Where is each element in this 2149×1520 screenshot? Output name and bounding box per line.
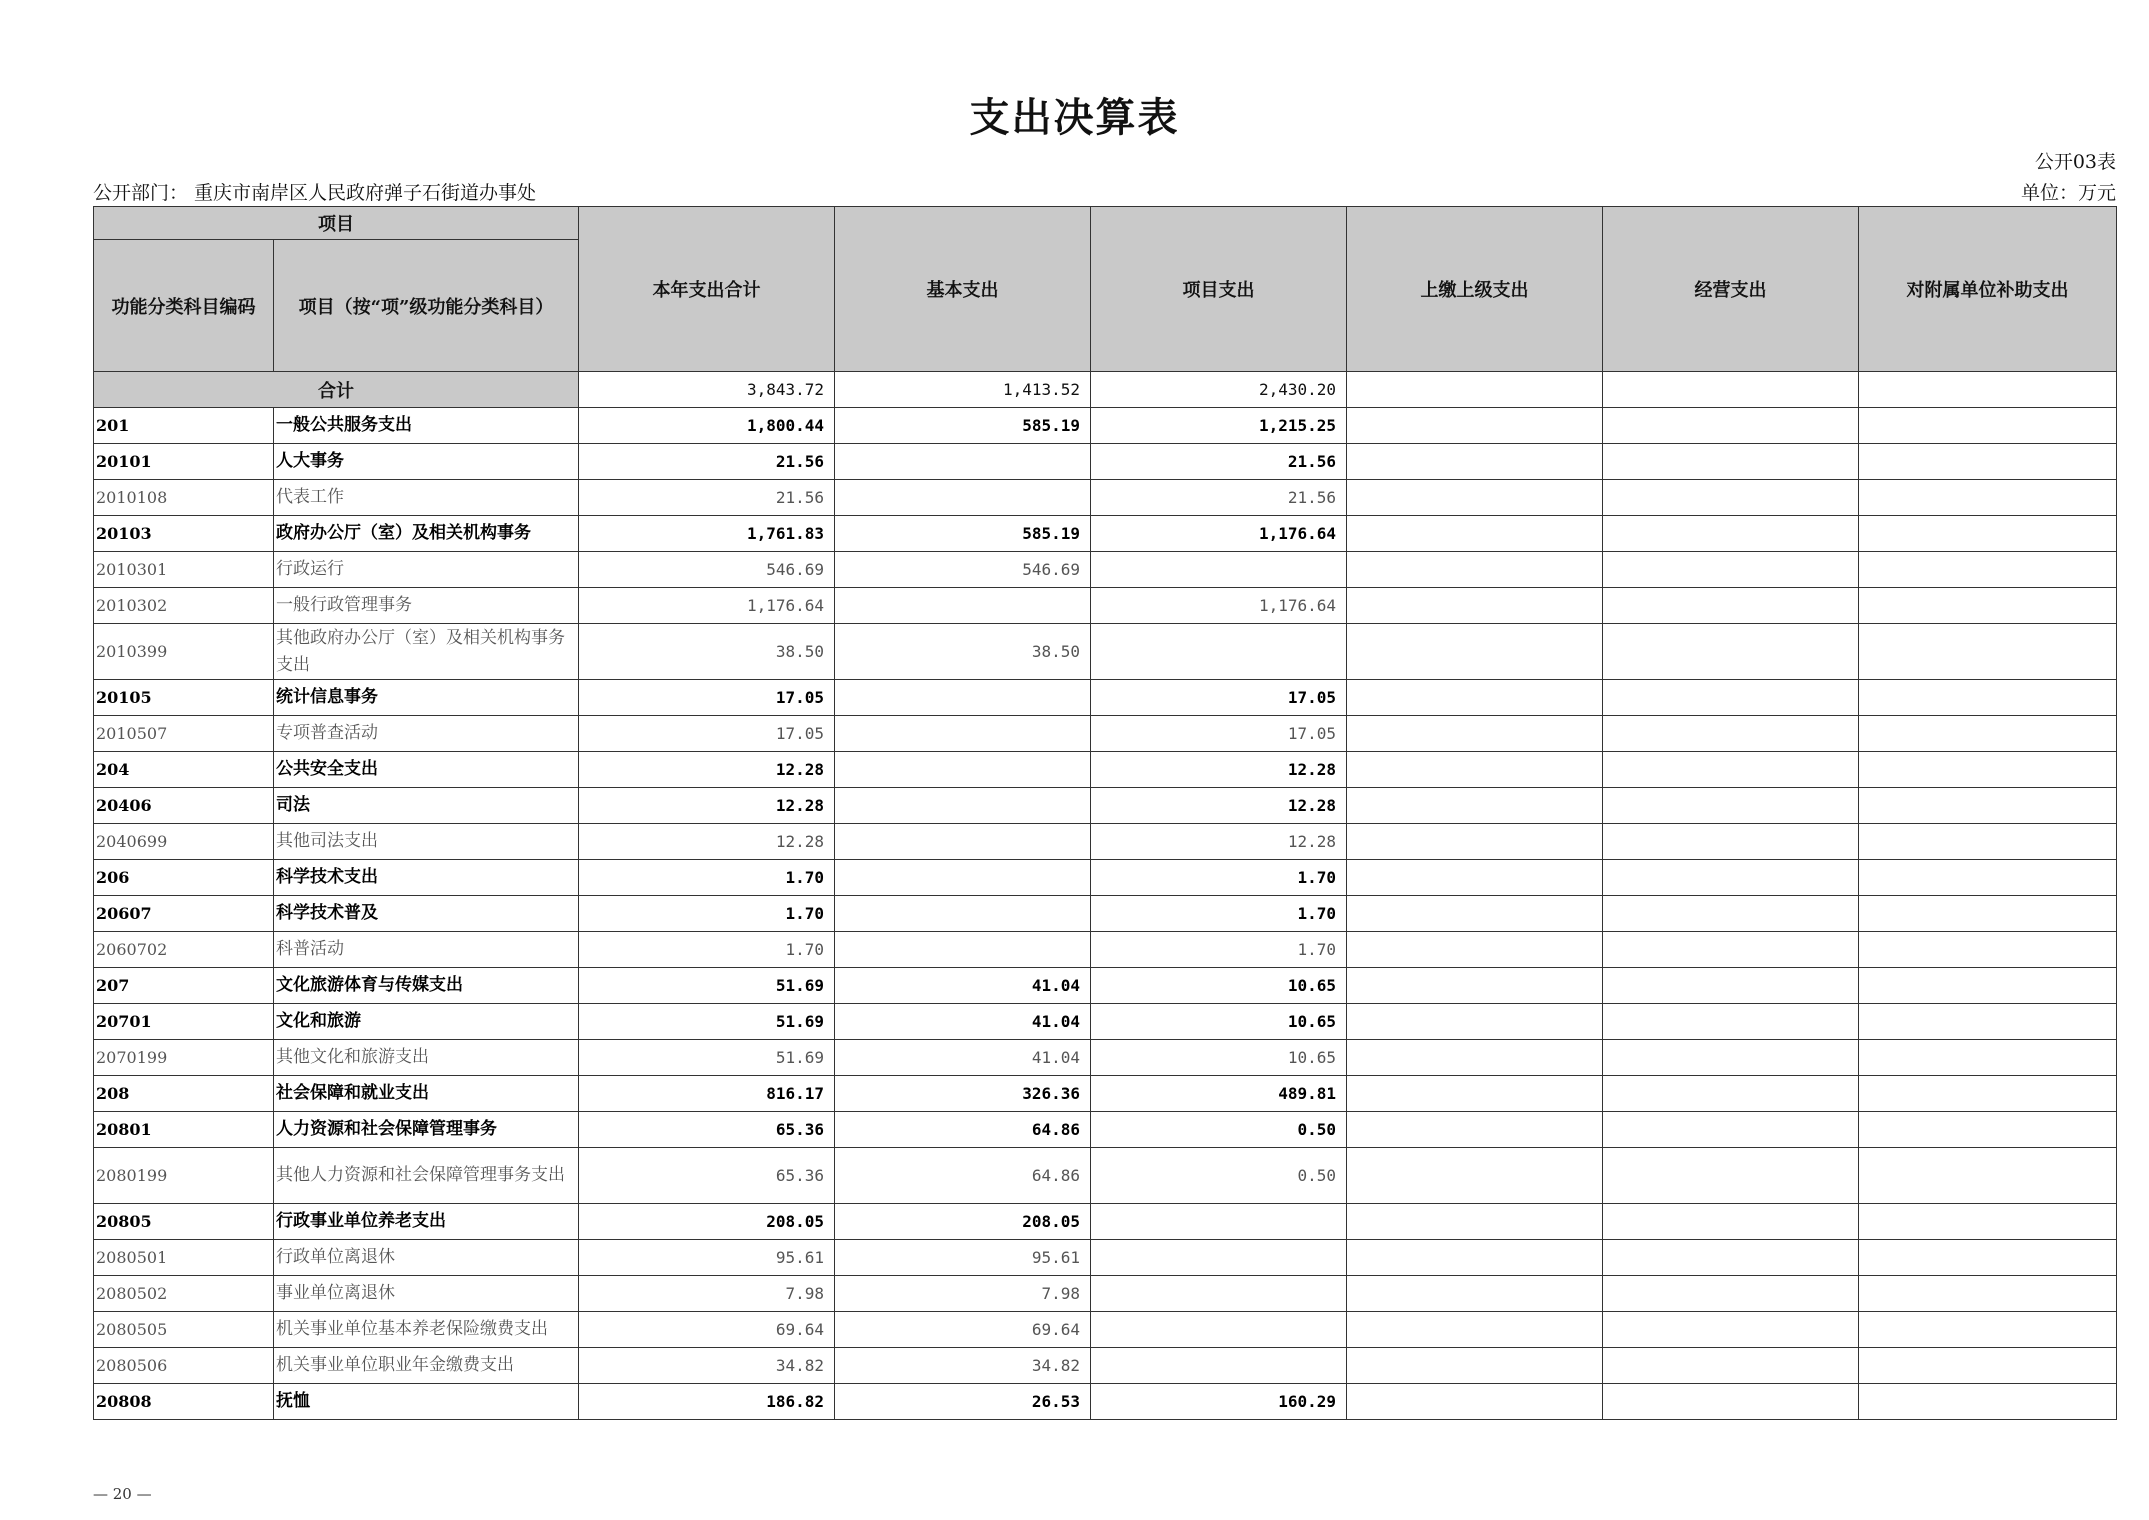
row-name: 行政事业单位养老支出 xyxy=(274,1204,579,1240)
row-basic: 34.82 xyxy=(835,1348,1091,1384)
row-name: 文化和旅游 xyxy=(274,1004,579,1040)
row-project: 1.70 xyxy=(1091,896,1347,932)
row-name: 行政运行 xyxy=(274,552,579,588)
row-total: 1,800.44 xyxy=(579,408,835,444)
row-total: 38.50 xyxy=(579,624,835,680)
row-name: 社会保障和就业支出 xyxy=(274,1076,579,1112)
row-code: 2080199 xyxy=(94,1148,274,1204)
row-project: 12.28 xyxy=(1091,824,1347,860)
row-code: 20105 xyxy=(94,680,274,716)
row-project xyxy=(1091,1312,1347,1348)
row-total: 816.17 xyxy=(579,1076,835,1112)
row-code: 2010302 xyxy=(94,588,274,624)
table-row xyxy=(94,788,2117,824)
row-basic: 208.05 xyxy=(835,1204,1091,1240)
row-code: 20607 xyxy=(94,896,274,932)
table-row xyxy=(94,860,2117,896)
table-row xyxy=(94,480,2117,516)
row-basic xyxy=(835,680,1091,716)
row-project: 10.65 xyxy=(1091,1040,1347,1076)
col-header-basic: 基本支出 xyxy=(835,207,1091,372)
row-subsidy xyxy=(1859,1076,2117,1112)
row-name: 事业单位离退休 xyxy=(274,1276,579,1312)
row-subsidy xyxy=(1859,1240,2117,1276)
row-total: 1,176.64 xyxy=(579,588,835,624)
row-project: 12.28 xyxy=(1091,752,1347,788)
row-name: 文化旅游体育与传媒支出 xyxy=(274,968,579,1004)
row-operating xyxy=(1603,1004,1859,1040)
row-operating xyxy=(1603,860,1859,896)
row-name: 其他司法支出 xyxy=(274,824,579,860)
row-subsidy xyxy=(1859,552,2117,588)
total-cell-total: 3,843.72 xyxy=(579,372,835,408)
row-project: 1.70 xyxy=(1091,932,1347,968)
row-code: 206 xyxy=(94,860,274,896)
row-operating xyxy=(1603,552,1859,588)
row-subsidy xyxy=(1859,1348,2117,1384)
row-subsidy xyxy=(1859,588,2117,624)
table-row xyxy=(94,824,2117,860)
row-superior xyxy=(1347,860,1603,896)
row-project: 10.65 xyxy=(1091,968,1347,1004)
table-row xyxy=(94,716,2117,752)
table-row xyxy=(94,680,2117,716)
row-project xyxy=(1091,1348,1347,1384)
table-row xyxy=(94,1076,2117,1112)
total-row xyxy=(94,372,2117,408)
row-subsidy xyxy=(1859,1312,2117,1348)
row-code: 2070199 xyxy=(94,1040,274,1076)
row-code: 2010507 xyxy=(94,716,274,752)
row-total: 17.05 xyxy=(579,716,835,752)
row-name: 一般行政管理事务 xyxy=(274,588,579,624)
row-project xyxy=(1091,1276,1347,1312)
row-total: 208.05 xyxy=(579,1204,835,1240)
row-subsidy xyxy=(1859,1276,2117,1312)
row-operating xyxy=(1603,788,1859,824)
table-row xyxy=(94,1240,2117,1276)
col-header-name: 项目（按“项”级功能分类科目） xyxy=(274,240,579,372)
row-code: 20101 xyxy=(94,444,274,480)
row-name: 人大事务 xyxy=(274,444,579,480)
row-operating xyxy=(1603,480,1859,516)
row-code: 20801 xyxy=(94,1112,274,1148)
row-subsidy xyxy=(1859,444,2117,480)
row-project: 0.50 xyxy=(1091,1148,1347,1204)
table-row xyxy=(94,1348,2117,1384)
row-name: 专项普查活动 xyxy=(274,716,579,752)
row-subsidy xyxy=(1859,1112,2117,1148)
row-name: 一般公共服务支出 xyxy=(274,408,579,444)
row-operating xyxy=(1603,444,1859,480)
row-total: 69.64 xyxy=(579,1312,835,1348)
row-code: 20701 xyxy=(94,1004,274,1040)
row-superior xyxy=(1347,968,1603,1004)
row-total: 1.70 xyxy=(579,932,835,968)
row-project: 12.28 xyxy=(1091,788,1347,824)
col-header-subsidy: 对附属单位补助支出 xyxy=(1859,207,2117,372)
row-name: 其他文化和旅游支出 xyxy=(274,1040,579,1076)
row-total: 12.28 xyxy=(579,824,835,860)
row-code: 2080506 xyxy=(94,1348,274,1384)
row-operating xyxy=(1603,896,1859,932)
row-project: 1,215.25 xyxy=(1091,408,1347,444)
row-total: 1.70 xyxy=(579,860,835,896)
row-code: 20406 xyxy=(94,788,274,824)
row-basic: 585.19 xyxy=(835,408,1091,444)
table-row xyxy=(94,968,2117,1004)
row-project xyxy=(1091,1240,1347,1276)
table-row xyxy=(94,1148,2117,1204)
table-row xyxy=(94,516,2117,552)
row-operating xyxy=(1603,624,1859,680)
row-code: 2080505 xyxy=(94,1312,274,1348)
table-row xyxy=(94,896,2117,932)
row-code: 20103 xyxy=(94,516,274,552)
table-row xyxy=(94,1204,2117,1240)
row-subsidy xyxy=(1859,516,2117,552)
row-name: 科学技术支出 xyxy=(274,860,579,896)
row-operating xyxy=(1603,588,1859,624)
row-code: 2040699 xyxy=(94,824,274,860)
row-superior xyxy=(1347,444,1603,480)
row-subsidy xyxy=(1859,752,2117,788)
row-operating xyxy=(1603,932,1859,968)
total-cell-operating xyxy=(1603,372,1859,408)
table-row xyxy=(94,588,2117,624)
row-superior xyxy=(1347,824,1603,860)
row-superior xyxy=(1347,716,1603,752)
row-total: 65.36 xyxy=(579,1112,835,1148)
row-project: 17.05 xyxy=(1091,680,1347,716)
row-superior xyxy=(1347,896,1603,932)
row-operating xyxy=(1603,716,1859,752)
row-operating xyxy=(1603,752,1859,788)
row-basic: 326.36 xyxy=(835,1076,1091,1112)
row-operating xyxy=(1603,1276,1859,1312)
table-row xyxy=(94,1112,2117,1148)
col-header-total: 本年支出合计 xyxy=(579,207,835,372)
col-header-superior: 上缴上级支出 xyxy=(1347,207,1603,372)
row-basic xyxy=(835,788,1091,824)
row-subsidy xyxy=(1859,860,2117,896)
row-basic: 585.19 xyxy=(835,516,1091,552)
table-row xyxy=(94,1004,2117,1040)
col-header-project: 项目支出 xyxy=(1091,207,1347,372)
row-subsidy xyxy=(1859,824,2117,860)
row-subsidy xyxy=(1859,480,2117,516)
row-code: 208 xyxy=(94,1076,274,1112)
row-superior xyxy=(1347,1276,1603,1312)
row-operating xyxy=(1603,968,1859,1004)
row-operating xyxy=(1603,824,1859,860)
row-total: 51.69 xyxy=(579,1040,835,1076)
row-code: 204 xyxy=(94,752,274,788)
row-total: 51.69 xyxy=(579,1004,835,1040)
row-superior xyxy=(1347,408,1603,444)
row-name: 其他人力资源和社会保障管理事务支出 xyxy=(274,1148,579,1204)
row-operating xyxy=(1603,516,1859,552)
row-total: 546.69 xyxy=(579,552,835,588)
row-code: 2080502 xyxy=(94,1276,274,1312)
row-total: 186.82 xyxy=(579,1384,835,1420)
table-row xyxy=(94,932,2117,968)
expenditure-table xyxy=(93,206,2117,1420)
row-operating xyxy=(1603,1384,1859,1420)
row-basic xyxy=(835,932,1091,968)
row-operating xyxy=(1603,1204,1859,1240)
table-row xyxy=(94,444,2117,480)
row-project: 17.05 xyxy=(1091,716,1347,752)
row-total: 34.82 xyxy=(579,1348,835,1384)
unit-label: 单位：万元 xyxy=(2020,182,2116,204)
item-group-header: 项目 xyxy=(94,207,579,240)
row-code: 207 xyxy=(94,968,274,1004)
row-basic xyxy=(835,444,1091,480)
row-basic xyxy=(835,860,1091,896)
row-subsidy xyxy=(1859,1040,2117,1076)
row-subsidy xyxy=(1859,680,2117,716)
row-basic: 7.98 xyxy=(835,1276,1091,1312)
row-name: 机关事业单位基本养老保险缴费支出 xyxy=(274,1312,579,1348)
row-basic xyxy=(835,588,1091,624)
form-number: 公开03表 xyxy=(2034,151,2116,173)
row-project: 1.70 xyxy=(1091,860,1347,896)
table-row xyxy=(94,1312,2117,1348)
row-operating xyxy=(1603,1112,1859,1148)
row-superior xyxy=(1347,1040,1603,1076)
row-code: 201 xyxy=(94,408,274,444)
page-title: 支出决算表 xyxy=(969,94,1180,141)
row-code: 2010301 xyxy=(94,552,274,588)
row-code: 2080501 xyxy=(94,1240,274,1276)
row-name: 司法 xyxy=(274,788,579,824)
row-total: 17.05 xyxy=(579,680,835,716)
row-superior xyxy=(1347,552,1603,588)
row-operating xyxy=(1603,1040,1859,1076)
row-basic: 41.04 xyxy=(835,1004,1091,1040)
row-superior xyxy=(1347,788,1603,824)
row-total: 1.70 xyxy=(579,896,835,932)
total-cell-superior xyxy=(1347,372,1603,408)
row-code: 2010108 xyxy=(94,480,274,516)
row-total: 12.28 xyxy=(579,752,835,788)
page-number: — 20 — xyxy=(93,1485,152,1503)
row-subsidy xyxy=(1859,624,2117,680)
total-cell-basic: 1,413.52 xyxy=(835,372,1091,408)
row-basic: 546.69 xyxy=(835,552,1091,588)
row-name: 人力资源和社会保障管理事务 xyxy=(274,1112,579,1148)
total-label: 合计 xyxy=(94,372,579,408)
row-operating xyxy=(1603,1312,1859,1348)
row-project xyxy=(1091,1204,1347,1240)
row-basic xyxy=(835,716,1091,752)
row-project: 21.56 xyxy=(1091,444,1347,480)
row-basic xyxy=(835,896,1091,932)
row-name: 代表工作 xyxy=(274,480,579,516)
row-subsidy xyxy=(1859,896,2117,932)
row-total: 21.56 xyxy=(579,444,835,480)
row-subsidy xyxy=(1859,408,2117,444)
row-basic: 41.04 xyxy=(835,1040,1091,1076)
table-row xyxy=(94,552,2117,588)
row-subsidy xyxy=(1859,788,2117,824)
row-name: 机关事业单位职业年金缴费支出 xyxy=(274,1348,579,1384)
row-code: 20805 xyxy=(94,1204,274,1240)
row-basic: 69.64 xyxy=(835,1312,1091,1348)
table-row xyxy=(94,1040,2117,1076)
col-header-operating: 经营支出 xyxy=(1603,207,1859,372)
row-name: 行政单位离退休 xyxy=(274,1240,579,1276)
row-operating xyxy=(1603,1240,1859,1276)
row-superior xyxy=(1347,1112,1603,1148)
row-superior xyxy=(1347,1148,1603,1204)
row-code: 2060702 xyxy=(94,932,274,968)
row-name: 科学技术普及 xyxy=(274,896,579,932)
row-basic xyxy=(835,824,1091,860)
department-label: 公开部门： 重庆市南岸区人民政府弹子石街道办事处 xyxy=(93,182,537,204)
row-basic xyxy=(835,752,1091,788)
row-subsidy xyxy=(1859,932,2117,968)
row-basic: 64.86 xyxy=(835,1112,1091,1148)
row-subsidy xyxy=(1859,968,2117,1004)
row-total: 65.36 xyxy=(579,1148,835,1204)
row-superior xyxy=(1347,1348,1603,1384)
row-project: 489.81 xyxy=(1091,1076,1347,1112)
row-project: 160.29 xyxy=(1091,1384,1347,1420)
row-superior xyxy=(1347,1384,1603,1420)
row-superior xyxy=(1347,516,1603,552)
row-superior xyxy=(1347,752,1603,788)
row-total: 12.28 xyxy=(579,788,835,824)
row-operating xyxy=(1603,1148,1859,1204)
row-superior xyxy=(1347,1312,1603,1348)
row-operating xyxy=(1603,408,1859,444)
row-name: 统计信息事务 xyxy=(274,680,579,716)
row-total: 21.56 xyxy=(579,480,835,516)
row-basic xyxy=(835,480,1091,516)
row-superior xyxy=(1347,624,1603,680)
row-superior xyxy=(1347,932,1603,968)
row-operating xyxy=(1603,1076,1859,1112)
row-project: 0.50 xyxy=(1091,1112,1347,1148)
table-row xyxy=(94,1276,2117,1312)
row-subsidy xyxy=(1859,1148,2117,1204)
total-cell-subsidy xyxy=(1859,372,2117,408)
row-total: 7.98 xyxy=(579,1276,835,1312)
row-subsidy xyxy=(1859,1204,2117,1240)
row-basic: 41.04 xyxy=(835,968,1091,1004)
row-superior xyxy=(1347,588,1603,624)
col-header-code: 功能分类科目编码 xyxy=(94,240,274,372)
row-project: 21.56 xyxy=(1091,480,1347,516)
row-name: 政府办公厅（室）及相关机构事务 xyxy=(274,516,579,552)
table-row xyxy=(94,624,2117,680)
row-name: 公共安全支出 xyxy=(274,752,579,788)
row-total: 95.61 xyxy=(579,1240,835,1276)
row-name: 科普活动 xyxy=(274,932,579,968)
row-project: 1,176.64 xyxy=(1091,516,1347,552)
table-row xyxy=(94,408,2117,444)
row-operating xyxy=(1603,1348,1859,1384)
row-basic: 64.86 xyxy=(835,1148,1091,1204)
row-basic: 95.61 xyxy=(835,1240,1091,1276)
row-superior xyxy=(1347,1076,1603,1112)
row-total: 51.69 xyxy=(579,968,835,1004)
row-project xyxy=(1091,552,1347,588)
row-basic: 26.53 xyxy=(835,1384,1091,1420)
row-basic: 38.50 xyxy=(835,624,1091,680)
total-cell-project: 2,430.20 xyxy=(1091,372,1347,408)
row-name: 其他政府办公厅（室）及相关机构事务支出 xyxy=(274,624,579,680)
row-superior xyxy=(1347,480,1603,516)
row-code: 2010399 xyxy=(94,624,274,680)
row-project xyxy=(1091,624,1347,680)
row-subsidy xyxy=(1859,1384,2117,1420)
row-project: 10.65 xyxy=(1091,1004,1347,1040)
row-superior xyxy=(1347,1204,1603,1240)
row-name: 抚恤 xyxy=(274,1384,579,1420)
row-subsidy xyxy=(1859,716,2117,752)
row-subsidy xyxy=(1859,1004,2117,1040)
row-total: 1,761.83 xyxy=(579,516,835,552)
table-row xyxy=(94,752,2117,788)
table-row xyxy=(94,1384,2117,1420)
row-superior xyxy=(1347,1004,1603,1040)
row-project: 1,176.64 xyxy=(1091,588,1347,624)
row-operating xyxy=(1603,680,1859,716)
row-code: 20808 xyxy=(94,1384,274,1420)
row-superior xyxy=(1347,1240,1603,1276)
row-superior xyxy=(1347,680,1603,716)
